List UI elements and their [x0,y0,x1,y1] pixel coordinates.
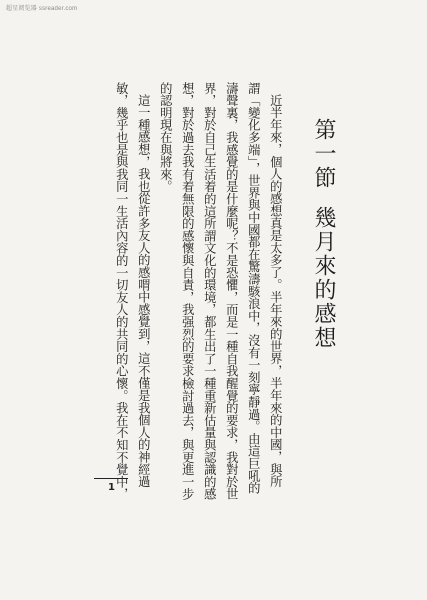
footer-rule [94,478,128,479]
watermark: 超星阅览器 ssreader.com [6,6,78,12]
chapter-heading [312,118,334,350]
page-number: 1 [108,482,115,493]
chapter-label: 第一節 [311,118,336,190]
text-column-1: 近半年來，個人的感想真是太多了。半年來的世界，半年來的中國，與所 [268,94,283,488]
text-column-2: 謂「變化多端」，世界與中國都在驚濤駭浪中，沒有一刻寧靜過。由這巨吼的 [246,82,261,495]
text-column-5: 想，對於過去我有着無限的感懷與自責，我强烈的要求檢討過去，與更進一步 [180,82,195,501]
chapter-title: 幾月來的感想 [311,206,336,350]
text-column-3: 濤聲裏，我感覺的是什麼呢？不是恐懼，而是一種自我醒覺的要求，我對於世 [224,82,239,501]
text-column-4: 界，對於自己生活着的這所謂文化的環境，都生出了一種重新估量與認識的感 [202,82,217,501]
text-column-7: 這一種感想，我也從許多友人的感喟中感覺到，這不僅是我個人的神經過 [136,94,151,488]
text-column-8: 敏，幾乎也是與我同一生活內容的一切友人的共同的心懷。我在不知不覺中， [114,82,129,501]
text-column-6: 的認明現在與將來。 [158,82,173,193]
